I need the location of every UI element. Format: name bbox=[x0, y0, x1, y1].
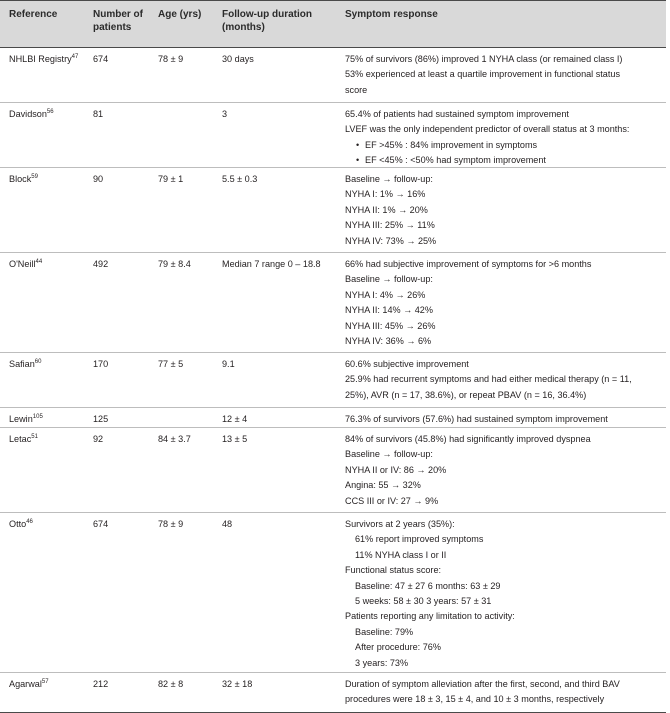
response-cell: 60.6% subjective improvement 25.9% had recurrent symptoms and had either medical therapy (n = 11, 25%), AVR (n = 17, 38.6%), or repeat PBAV (n = 16, 36.4%) bbox=[345, 359, 632, 400]
patients-cell: 492 bbox=[93, 259, 109, 269]
response-cell: 75% of survivors (86%) improved 1 NYHA class (or remained class I) 53% experienced at least a quartile improvement in functional status score bbox=[345, 54, 623, 95]
followup-cell: 48 bbox=[222, 519, 233, 529]
table-row bbox=[0, 48, 666, 103]
age-cell: 78 ± 9 bbox=[158, 54, 184, 64]
response-cell: 66% had subjective improvement of symptoms for >6 months Baseline → follow-up: NYHA I: 4% → 26% NYHA II: 14% → 42% NYHA III: 45% → 26% NYHA IV: 36% → 6% bbox=[345, 259, 592, 347]
response-cell: 84% of survivors (45.8%) had significantly improved dyspnea Baseline → follow-up: NYHA II or IV: 86 → 20% Angina: 55 → 32% CCS III or IV: 27 → 9% bbox=[345, 434, 591, 506]
followup-cell: 13 ± 5 bbox=[222, 434, 248, 444]
table-row bbox=[0, 408, 666, 428]
age-cell: 84 ± 3.7 bbox=[158, 434, 191, 444]
header-response: Symptom response bbox=[345, 9, 438, 20]
followup-cell: 9.1 bbox=[222, 359, 235, 369]
reference-cell: Safian$^{60}$ bbox=[9, 358, 42, 369]
header-reference: Reference bbox=[9, 9, 58, 20]
reference-cell: Lewin$^{105}$ bbox=[9, 413, 43, 424]
patients-cell: 81 bbox=[93, 109, 104, 119]
header-patients: Number of patients bbox=[93, 9, 143, 33]
followup-cell: 32 ± 18 bbox=[222, 679, 253, 689]
response-cell: 76.3% of survivors (57.6%) had sustained symptom improvement bbox=[345, 414, 608, 424]
table-row bbox=[0, 353, 666, 408]
followup-cell: 5.5 ± 0.3 bbox=[222, 174, 258, 184]
followup-cell: 12 ± 4 bbox=[222, 414, 248, 424]
age-cell: 82 ± 8 bbox=[158, 679, 184, 689]
reference-cell: Block$^{59}$ bbox=[9, 173, 38, 184]
reference-cell: O'Neill$^{44}$ bbox=[9, 258, 43, 269]
followup-cell: Median 7 range 0 – 18.8 bbox=[222, 259, 321, 269]
patients-cell: 674 bbox=[93, 519, 109, 529]
age-cell: 77 ± 5 bbox=[158, 359, 184, 369]
reference-cell: Letac$^{51}$ bbox=[9, 433, 38, 444]
reference-cell: Agarwal$^{57}$ bbox=[9, 678, 49, 689]
age-cell: 79 ± 8.4 bbox=[158, 259, 191, 269]
reference-cell: NHLBI Registry$^{47}$ bbox=[9, 53, 79, 64]
header-age: Age (yrs) bbox=[158, 9, 202, 20]
table-row bbox=[0, 103, 666, 168]
followup-cell: 3 bbox=[222, 109, 228, 119]
response-cell: Duration of symptom alleviation after the first, second, and third BAV procedures were 18 ± 3, 15 ± 4, and 10 ± 3 months, respectively bbox=[345, 679, 620, 705]
response-cell: Survivors at 2 years (35%): 61% report improved symptoms 11% NYHA class I or II Functional status score: Baseline: 47 ± 27 6 months: 63 ± 29 5 weeks: 58 ± 30 3 years: 57 ± 31 Patients reporting any limitation to activity: Baseline: 79% After procedure: 76% 3 years: 73% bbox=[345, 519, 515, 668]
response-cell: Baseline → follow-up: NYHA I: 1% → 16% NYHA II: 1% → 20% NYHA III: 25% → 11% NYHA IV: 73% → 25% bbox=[345, 174, 437, 246]
table-row bbox=[0, 428, 666, 513]
table-row bbox=[0, 168, 666, 253]
followup-cell: 30 days bbox=[222, 54, 254, 64]
patients-cell: 212 bbox=[93, 679, 109, 689]
age-cell: 79 ± 1 bbox=[158, 174, 184, 184]
patients-cell: 674 bbox=[93, 54, 109, 64]
header-followup: Follow-up duration (months) bbox=[222, 9, 312, 33]
age-cell: 78 ± 9 bbox=[158, 519, 184, 529]
patients-cell: 90 bbox=[93, 174, 104, 184]
table-row bbox=[0, 673, 666, 713]
patients-cell: 92 bbox=[93, 434, 104, 444]
patients-cell: 170 bbox=[93, 359, 109, 369]
table-header bbox=[0, 0, 666, 48]
reference-cell: Otto$^{46}$ bbox=[9, 518, 33, 529]
patients-cell: 125 bbox=[93, 414, 109, 424]
response-cell: 65.4% of patients had sustained symptom improvement LVEF was the only independent predictor of overall status at 3 months: • EF >45% : 84% improvement in symptoms • EF <45% : <50% had symptom improvement bbox=[345, 107, 629, 169]
table-row bbox=[0, 513, 666, 673]
reference-cell: Davidson$^{56}$ bbox=[9, 108, 54, 119]
table-row bbox=[0, 253, 666, 353]
